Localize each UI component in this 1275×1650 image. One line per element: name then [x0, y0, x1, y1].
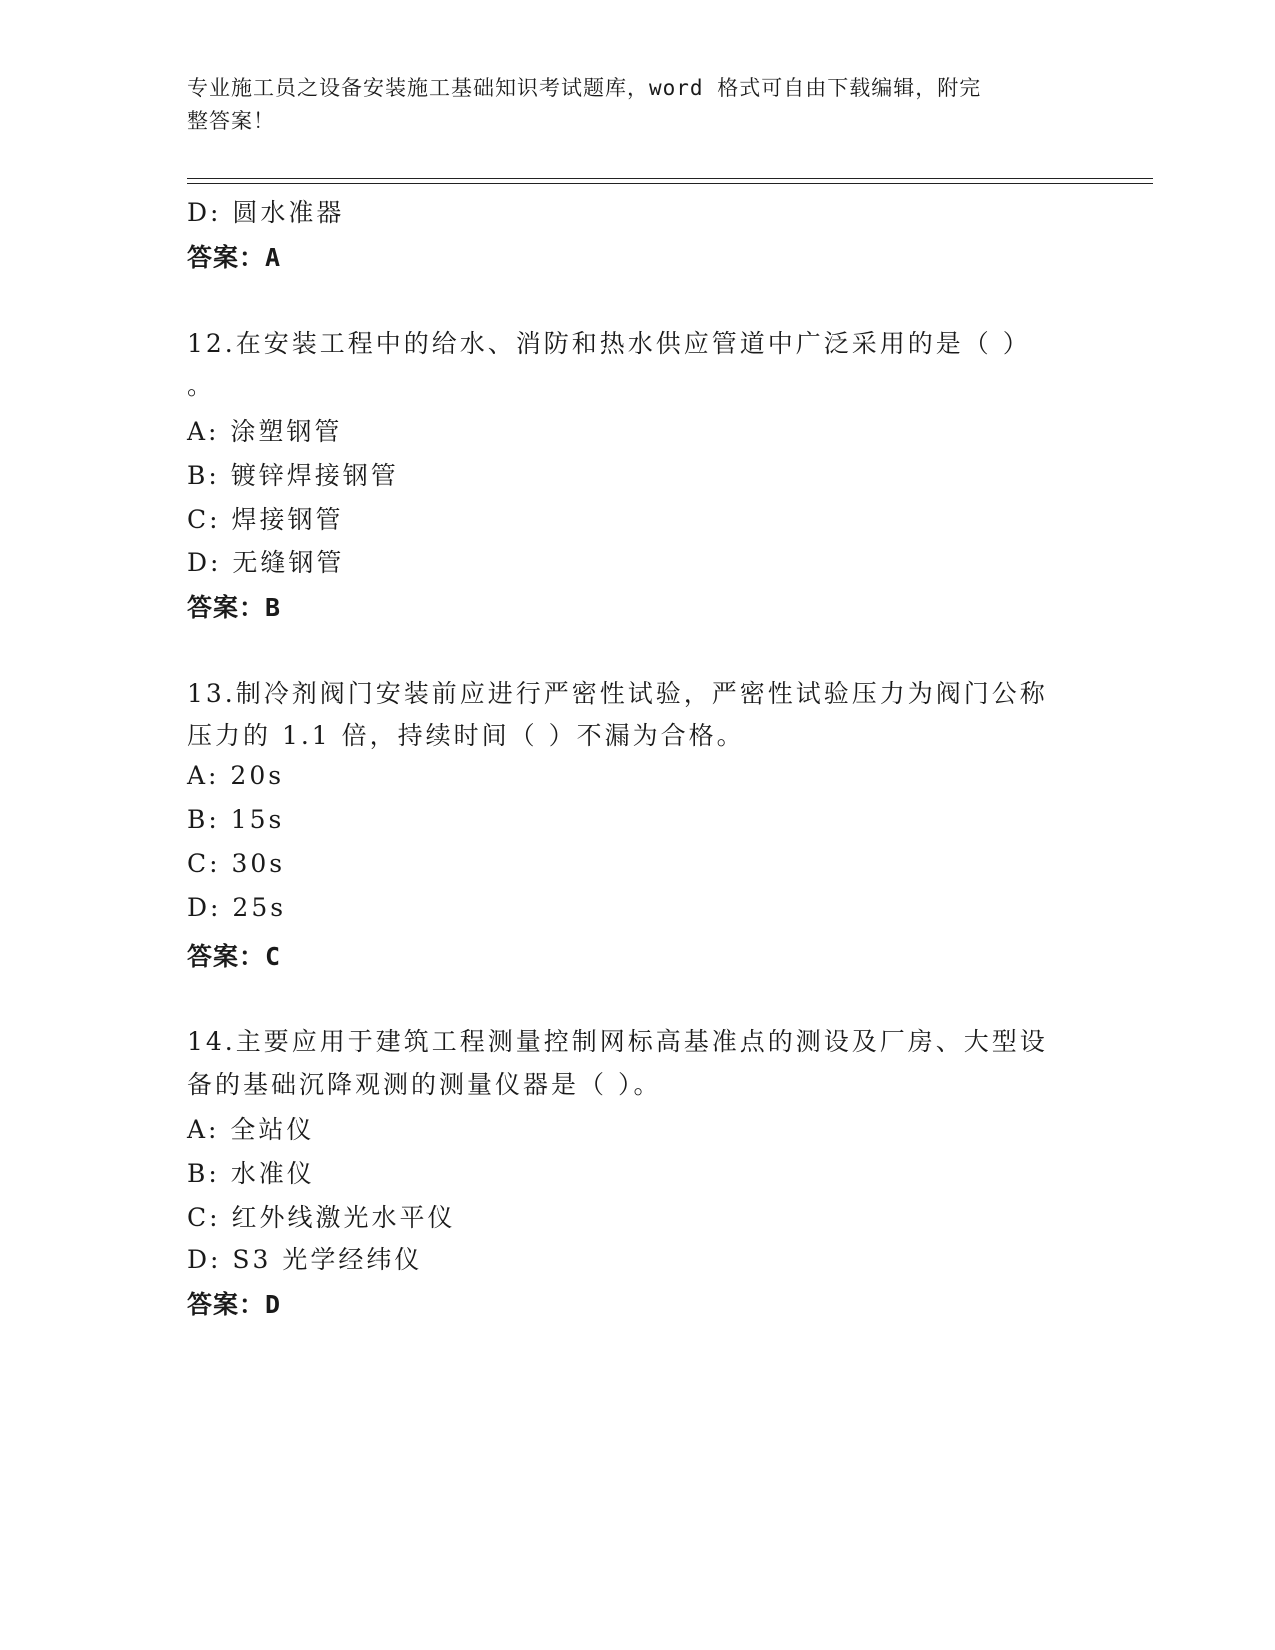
header-line-2: 整答案！ — [187, 109, 275, 133]
q12-stem-line-2: 。 — [187, 371, 216, 400]
q14-option-d: D: S3 光学经纬仪 — [187, 1245, 423, 1274]
q12-option-c: C: 焊接钢管 — [187, 505, 344, 534]
q12-option-b: B: 镀锌焊接钢管 — [187, 461, 399, 490]
q13-option-a: A: 20s — [187, 761, 285, 790]
q11-answer: 答案：A — [187, 243, 282, 272]
q13-stem-line-2: 压力的 1.1 倍，持续时间（ ）不漏为合格。 — [187, 721, 745, 750]
header-divider-top — [187, 178, 1153, 179]
q12-option-d: D: 无缝钢管 — [187, 548, 345, 577]
q14-option-b: B: 水准仪 — [187, 1159, 315, 1188]
q13-option-b: B: 15s — [187, 805, 285, 834]
q14-answer: 答案：D — [187, 1290, 282, 1319]
q12-answer: 答案：B — [187, 593, 282, 622]
q13-option-c: C: 30s — [187, 849, 286, 878]
q14-stem-line-2: 备的基础沉降观测的测量仪器是（ ）。 — [187, 1070, 662, 1099]
q14-option-c: C: 红外线激光水平仪 — [187, 1203, 456, 1232]
header-line-1: 专业施工员之设备安装施工基础知识考试题库，word 格式可自由下载编辑，附完 — [187, 76, 982, 100]
q13-option-d: D: 25s — [187, 893, 287, 922]
q14-stem-line-1: 14.主要应用于建筑工程测量控制网标高基准点的测设及厂房、大型设 — [187, 1027, 1048, 1056]
q12-option-a: A: 涂塑钢管 — [187, 417, 343, 446]
q14-option-a: A: 全站仪 — [187, 1115, 315, 1144]
q12-stem-line-1: 12.在安装工程中的给水、消防和热水供应管道中广泛采用的是（ ） — [187, 329, 1031, 358]
q13-answer: 答案：C — [187, 942, 282, 971]
document-header — [187, 72, 1087, 138]
q11-option-d: D: 圆水准器 — [187, 198, 345, 227]
q13-stem-line-1: 13.制冷剂阀门安装前应进行严密性试验，严密性试验压力为阀门公称 — [187, 679, 1048, 708]
header-divider-bottom — [187, 183, 1153, 184]
